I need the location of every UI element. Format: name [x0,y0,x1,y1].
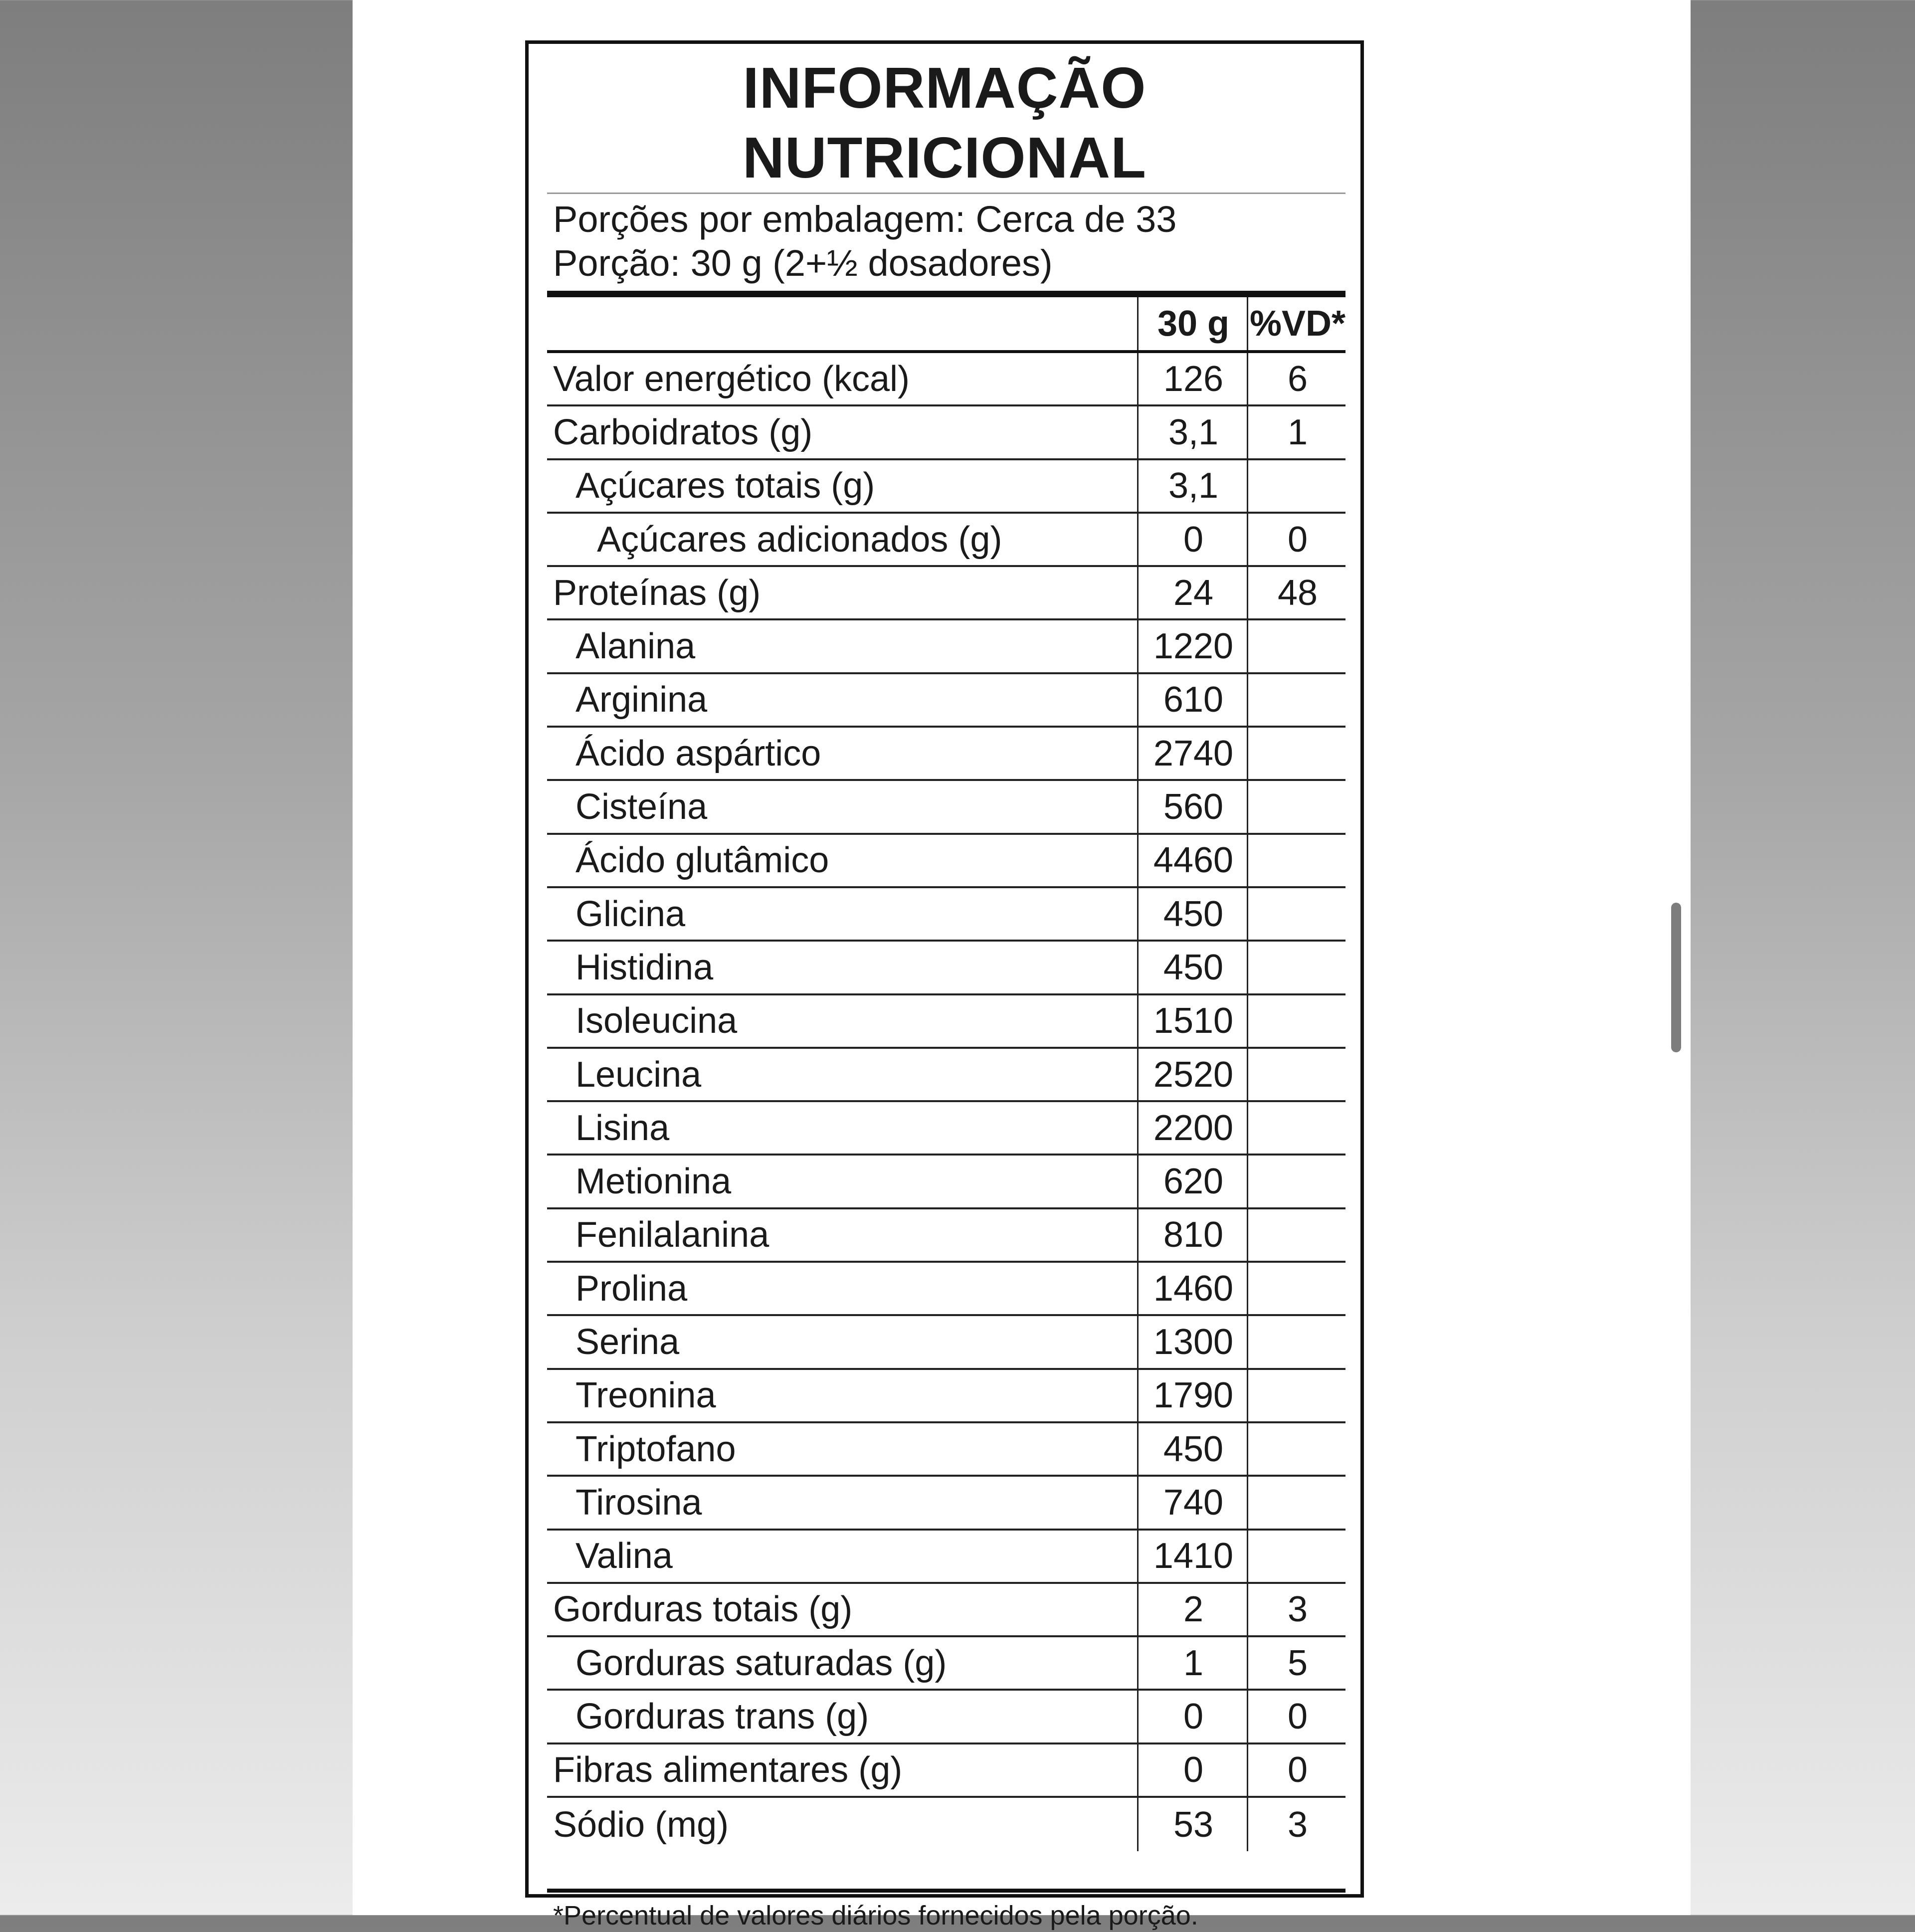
table-row [547,1316,1345,1369]
nutrient-name: Isoleucina [575,1001,738,1041]
nutrient-amount: 3,1 [1137,460,1248,512]
nutrient-name: Fibras alimentares (g) [553,1750,903,1790]
nutrient-vd [1247,1316,1347,1367]
scrollbar-thumb[interactable] [1671,903,1681,1052]
nutrient-vd: 0 [1247,514,1347,565]
table-row [547,835,1345,888]
table-row [547,460,1345,514]
nutrition-table [547,297,1345,1851]
table-row [547,1209,1345,1263]
nutrient-vd: 3 [1247,1798,1347,1851]
nutrient-name: Metionina [575,1161,732,1202]
table-row [547,1102,1345,1156]
nutrient-amount: 24 [1137,567,1248,618]
nutrient-vd [1247,1477,1347,1528]
nutrient-name: Gorduras saturadas (g) [575,1643,947,1683]
nutrient-name: Histidina [575,947,714,987]
nutrient-amount: 610 [1137,674,1248,726]
nutrient-name: Tirosina [575,1482,702,1523]
nutrient-vd [1247,674,1347,726]
table-row [547,1423,1345,1477]
nutrient-vd [1247,835,1347,886]
nutrient-amount: 1300 [1137,1316,1248,1367]
table-row [547,1370,1345,1423]
nutrient-name: Proteínas (g) [553,573,761,613]
header-name [553,297,1102,350]
nutrient-vd: 6 [1247,353,1347,404]
nutrient-vd [1247,781,1347,832]
table-row [547,1531,1345,1584]
nutrient-amount: 560 [1137,781,1248,832]
nutrition-label [525,40,1364,1931]
nutrient-amount: 1 [1137,1637,1248,1689]
footer-divider [547,1889,1345,1893]
nutrient-name: Arginina [575,680,708,720]
nutrient-vd [1247,728,1347,779]
nutrient-amount: 740 [1137,1477,1248,1528]
nutrient-amount: 2740 [1137,728,1248,779]
nutrient-amount: 2 [1137,1584,1248,1635]
nutrient-vd [1247,888,1347,940]
nutrient-vd [1247,620,1347,672]
nutrient-vd [1247,1156,1347,1207]
nutrient-name: Carboidratos (g) [553,412,813,452]
nutrient-name: Prolina [575,1268,688,1309]
portions-per-package: Porções por embalagem: Cerca de 33 [553,198,1177,240]
nutrient-amount: 620 [1137,1156,1248,1207]
nutrient-name: Lisina [575,1108,670,1148]
nutrient-name: Alanina [575,626,696,667]
nutrient-name: Açúcares adicionados (g) [597,519,1002,560]
title-line-2: NUTRICIONAL [742,125,1147,190]
table-row [547,1798,1345,1851]
nutrient-amount: 1220 [1137,620,1248,672]
nutrient-vd: 1 [1247,406,1347,458]
table-header-row [547,297,1345,353]
table-row [547,567,1345,620]
nutrient-vd [1247,1209,1347,1261]
title-line-1: INFORMAÇÃO [743,55,1147,120]
nutrient-vd: 0 [1247,1744,1347,1796]
footnote: *Percentual de valores diários fornecidos pela porção. [553,1901,1198,1931]
table-row [547,353,1345,406]
nutrient-name: Glicina [575,894,686,934]
nutrient-vd [1247,1102,1347,1154]
nutrient-vd: 48 [1247,567,1347,618]
nutrient-name: Gorduras trans (g) [575,1697,869,1737]
table-row [547,1584,1345,1637]
nutrient-name: Ácido glutâmico [575,840,829,881]
nutrient-name: Leucina [575,1054,702,1095]
nutrient-vd [1247,460,1347,512]
nutrient-name: Valor energético (kcal) [553,359,910,399]
nutrient-amount: 126 [1137,353,1248,404]
table-row [547,514,1345,567]
table-row [547,888,1345,942]
nutrient-amount: 450 [1137,888,1248,940]
nutrient-name: Valina [575,1536,673,1576]
nutrient-vd [1247,1531,1347,1582]
nutrient-name: Cisteína [575,787,708,827]
nutrient-vd: 5 [1247,1637,1347,1689]
nutrient-name: Serina [575,1322,680,1362]
table-row [547,1691,1345,1744]
table-row [547,406,1345,460]
nutrient-name: Triptofano [575,1429,736,1469]
nutrient-amount: 0 [1137,1691,1248,1742]
nutrient-name: Ácido aspártico [575,733,821,773]
table-row [547,781,1345,834]
table-row [547,620,1345,674]
table-row [547,995,1345,1049]
nutrient-amount: 450 [1137,942,1248,993]
table-row [547,1744,1345,1798]
nutrient-name: Açúcares totais (g) [575,466,875,506]
nutrient-vd [1247,1263,1347,1314]
table-row [547,728,1345,781]
header-amount: 30 g [1137,297,1248,350]
nutrient-amount: 1790 [1137,1370,1248,1421]
nutrient-amount: 1410 [1137,1531,1248,1582]
table-row [547,1477,1345,1530]
header-divider [547,291,1345,297]
nutrient-vd: 3 [1247,1584,1347,1635]
nutrient-name: Fenilalanina [575,1215,769,1255]
nutrient-vd [1247,1049,1347,1100]
nutrient-name: Gorduras totais (g) [553,1589,853,1630]
nutrient-vd [1247,942,1347,993]
nutrient-vd: 0 [1247,1691,1347,1742]
nutrient-name: Treonina [575,1375,716,1416]
nutrient-amount: 1460 [1137,1263,1248,1314]
nutrient-amount: 810 [1137,1209,1248,1261]
nutrient-vd [1247,995,1347,1047]
portion-size: Porção: 30 g (2+½ dosadores) [553,242,1053,284]
table-row [547,1049,1345,1102]
label-title [529,53,1360,193]
table-row [547,674,1345,728]
nutrient-amount: 0 [1137,514,1248,565]
header-vd: %VD* [1247,297,1347,350]
nutrient-amount: 3,1 [1137,406,1248,458]
nutrient-amount: 450 [1137,1423,1248,1475]
title-divider [547,193,1345,194]
table-row [547,942,1345,995]
nutrient-amount: 2200 [1137,1102,1248,1154]
nutrient-vd [1247,1370,1347,1421]
nutrient-amount: 53 [1137,1798,1248,1851]
table-row [547,1637,1345,1691]
table-row [547,1156,1345,1209]
nutrient-amount: 1510 [1137,995,1248,1047]
nutrient-vd [1247,1423,1347,1475]
nutrient-amount: 2520 [1137,1049,1248,1100]
nutrient-name: Sódio (mg) [553,1804,729,1845]
portion-info [553,197,1176,285]
nutrient-amount: 0 [1137,1744,1248,1796]
nutrient-amount: 4460 [1137,835,1248,886]
table-row [547,1263,1345,1316]
